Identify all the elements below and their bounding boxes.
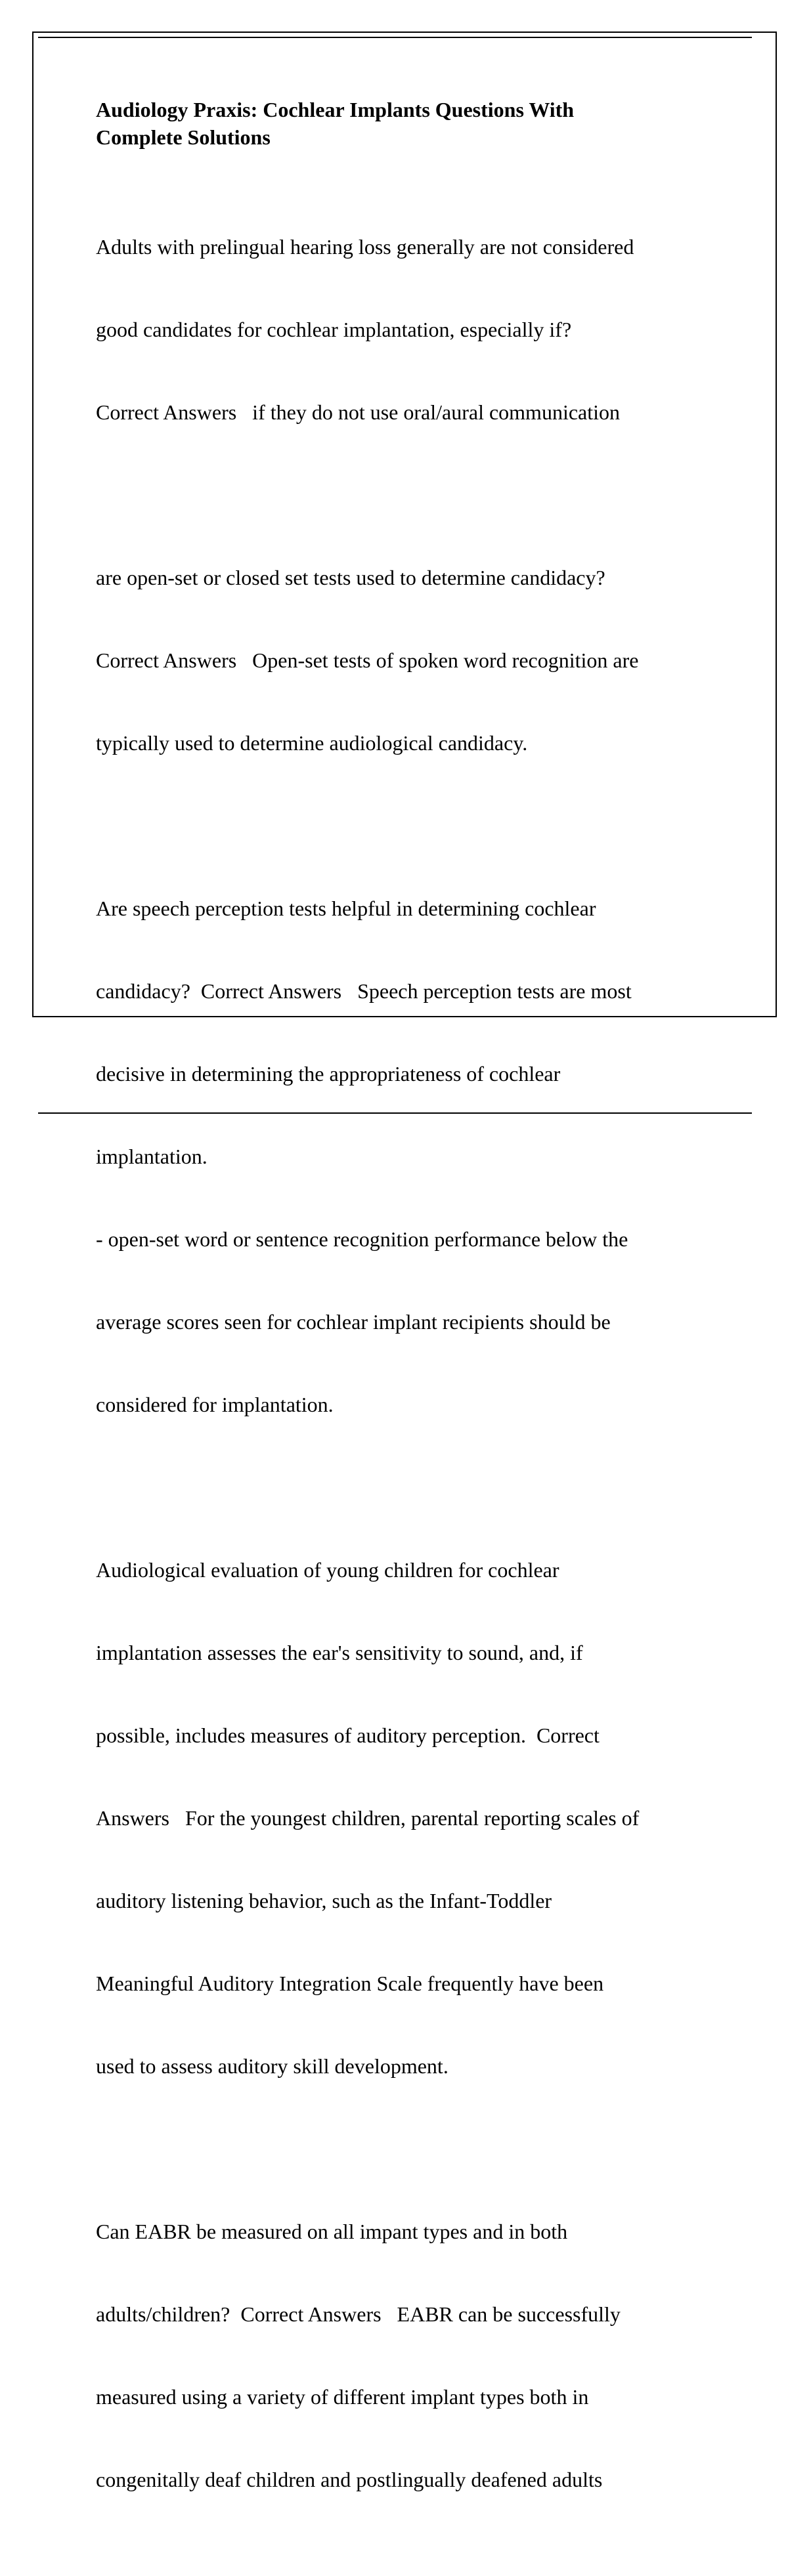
footer-rule	[38, 1112, 752, 1114]
qa-line: are open-set or closed set tests used to determine candidacy?	[96, 566, 605, 589]
title-line: Audiology Praxis: Cochlear Implants Questions With	[96, 98, 575, 121]
qa-line: congenitally deaf children and postlingually deafened adults	[96, 2468, 603, 2491]
qa-line: Answers For the youngest children, parental reporting scales of	[96, 1806, 640, 1830]
qa-line: implantation assesses the ear's sensitivity to sound, and, if	[96, 1641, 583, 1664]
qa-line: Are speech perception tests helpful in determining cochlear	[96, 897, 596, 920]
qa-line: Audiological evaluation of young children for cochlear	[96, 1558, 559, 1582]
qa-line: Can EABR be measured on all impant types and in both	[96, 2220, 568, 2243]
qa-line: candidacy? Correct Answers Speech perception tests are most	[96, 979, 632, 1003]
qa-line: possible, includes measures of auditory perception. Correct	[96, 1723, 600, 1747]
qa-line: good candidates for cochlear implantation, especially if?	[96, 318, 572, 341]
qa-line: average scores seen for cochlear implant recipients should be	[96, 1310, 611, 1334]
qa-line: Correct Answers Open-set tests of spoken word recognition are	[96, 648, 639, 672]
qa-line: adults/children? Correct Answers EABR can be successfully	[96, 2302, 621, 2326]
qa-line: used to assess auditory skill development.	[96, 2054, 449, 2078]
qa-line: Meaningful Auditory Integration Scale frequently have been	[96, 1972, 604, 1995]
qa-entry	[96, 509, 720, 812]
qa-line: implantation.	[96, 1145, 208, 1168]
qa-entry	[96, 2163, 720, 2548]
qa-entry	[96, 839, 720, 1473]
qa-line: - open-set word or sentence recognition performance below the	[96, 1227, 628, 1251]
qa-line: Correct Answers if they do not use oral/aural communication	[96, 400, 621, 424]
document-body	[96, 96, 720, 2576]
qa-line: decisive in determining the appropriateness of cochlear	[96, 1062, 561, 1086]
qa-line: measured using a variety of different implant types both in	[96, 2385, 589, 2409]
qa-line: considered for implantation.	[96, 1393, 334, 1416]
qa-entry	[96, 1501, 720, 2135]
document-title	[96, 96, 720, 151]
title-line: Complete Solutions	[96, 125, 271, 149]
qa-line: auditory listening behavior, such as the Infant-Toddler	[96, 1889, 552, 1912]
qa-entry	[96, 178, 720, 481]
qa-line: Adults with prelingual hearing loss generally are not considered	[96, 235, 634, 259]
qa-line: typically used to determine audiological candidacy.	[96, 731, 528, 755]
